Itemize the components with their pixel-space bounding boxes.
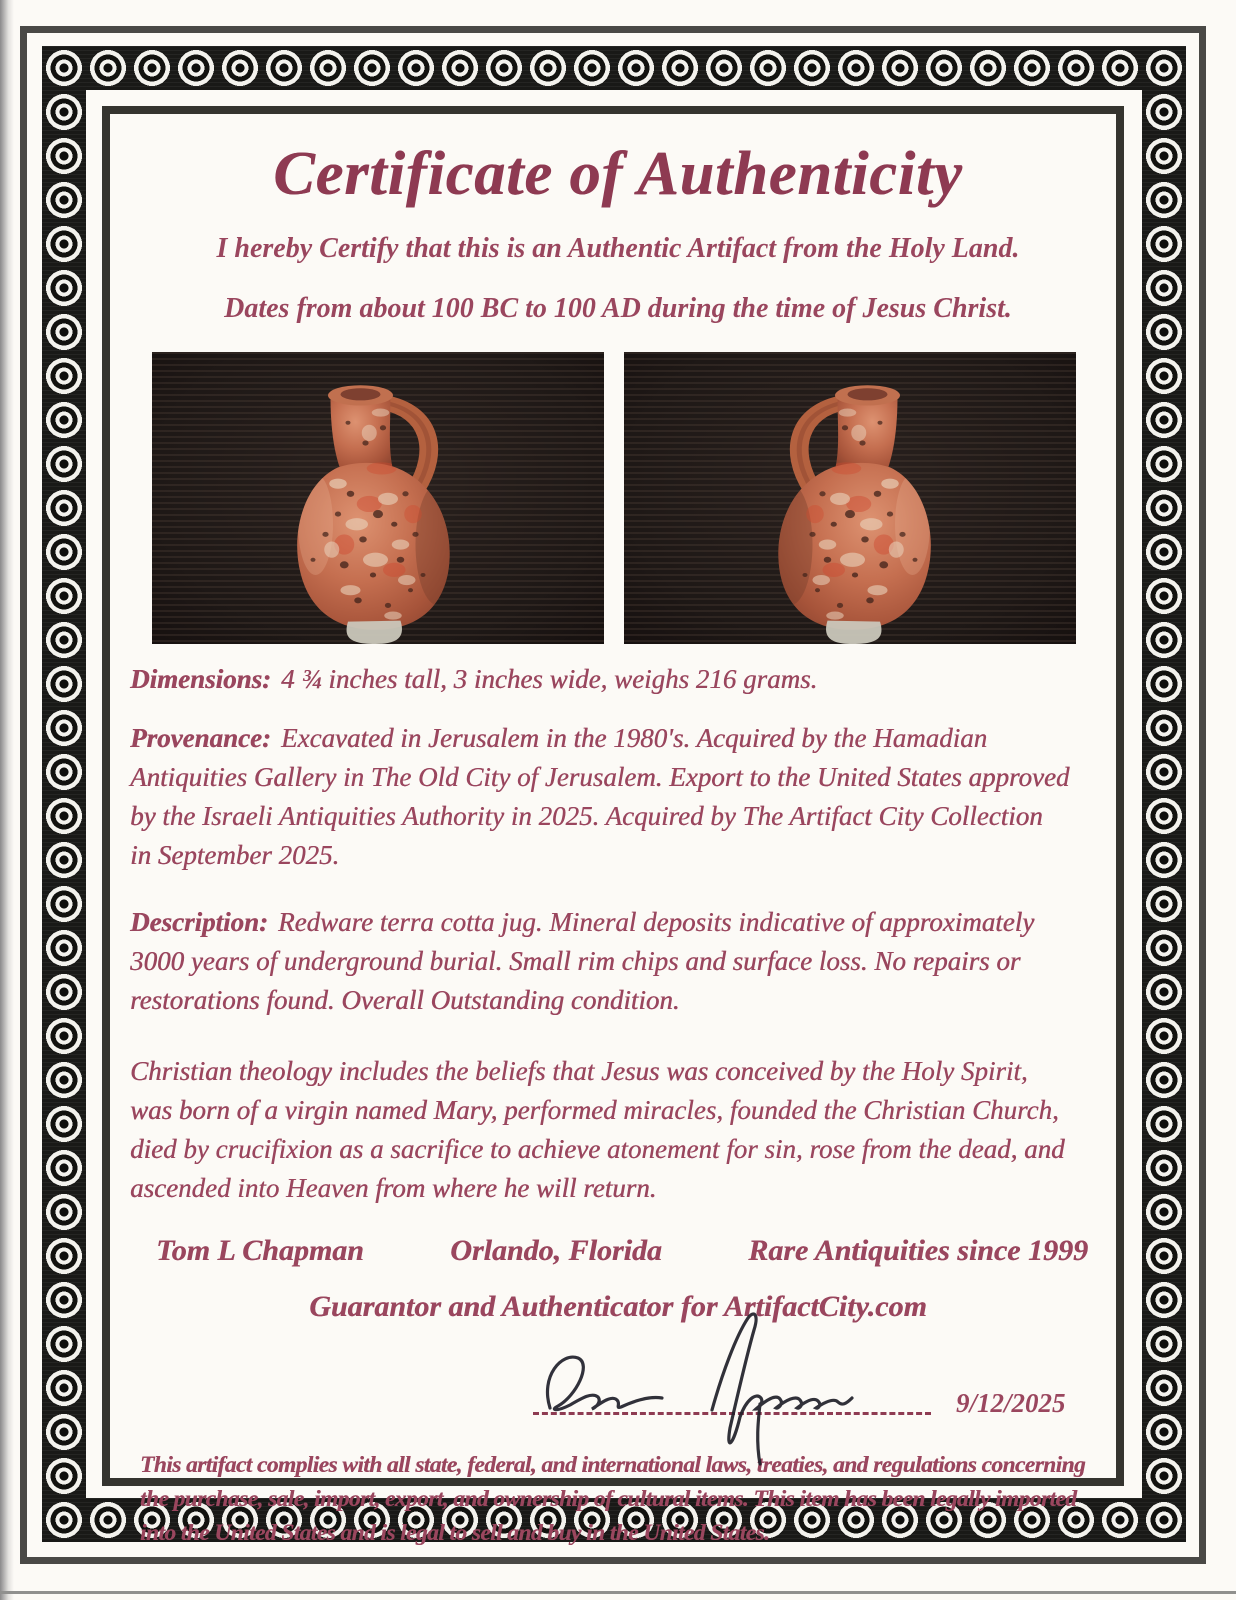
signer-location: Orlando, Florida: [450, 1234, 662, 1267]
dates-statement: Dates from about 100 BC to 100 AD during the time of Jesus Christ.: [224, 293, 1012, 324]
jug-illustration: [278, 372, 478, 644]
signature-ink: [516, 1312, 946, 1472]
certify-statement: I hereby Certify that this is an Authentic Artifact from the Holy Land.: [216, 233, 1020, 264]
scanner-bottom-edge: [0, 1591, 1236, 1594]
signature-area: [118, 1328, 1118, 1448]
dimensions-paragraph: [130, 660, 1070, 699]
signer-name: Tom L Chapman: [156, 1234, 364, 1267]
dimensions-label: Dimensions:: [130, 664, 272, 694]
jug-illustration-mirrored: [750, 372, 950, 644]
artifact-photo-left: [152, 352, 604, 644]
artifact-photos: [152, 352, 1118, 644]
description-paragraph: [130, 903, 1070, 1020]
provenance-paragraph: [130, 719, 1070, 875]
provenance-label: Provenance:: [130, 723, 271, 753]
scanner-edge-shadow: [0, 0, 14, 1600]
signer-row: [156, 1234, 1088, 1268]
guarantor-line: Guarantor and Authenticator for ArtifactCity.com: [309, 1290, 927, 1323]
legal-paragraph: This artifact complies with all state, federal, and international laws, treaties, and regulations concerning the purchase, sale, import, export, and ownership of cultural items. This item has been legally imported into the United States and is legal to sell and buy in the United States.: [140, 1452, 1086, 1546]
signature-date: 9/12/2025: [956, 1388, 1066, 1418]
artifact-photo-right: [624, 352, 1076, 644]
signer-tagline: Rare Antiquities since 1999: [748, 1234, 1088, 1267]
description-text: Redware terra cotta jug. Mineral deposits indicative of approximately 3000 years of underground burial. Small rim chips and surface loss. No repairs or restorations found. Overall Outstanding condition.: [130, 907, 1035, 1015]
theology-paragraph: Christian theology includes the beliefs that Jesus was conceived by the Holy Spirit, was born of a virgin named Mary, performed miracles, founded the Christian Church, died by crucifixion as a sacrifice to achieve atonement for sin, rose from the dead, and ascended into Heaven from where he will return.: [130, 1056, 1065, 1203]
dimensions-text: 4 ¾ inches tall, 3 inches wide, weighs 216 grams.: [281, 664, 818, 694]
provenance-text: Excavated in Jerusalem in the 1980's. Acquired by the Hamadian Antiquities Gallery in The Old City of Jerusalem. Export to the United States approved by the Israeli Antiquities Authority in 2025. Acquired by The Artifact City Collection in September 2025.: [130, 723, 1070, 870]
certificate-title: Certificate of Authenticity: [273, 140, 963, 208]
description-label: Description:: [130, 907, 268, 937]
certificate-content: [118, 118, 1118, 1550]
